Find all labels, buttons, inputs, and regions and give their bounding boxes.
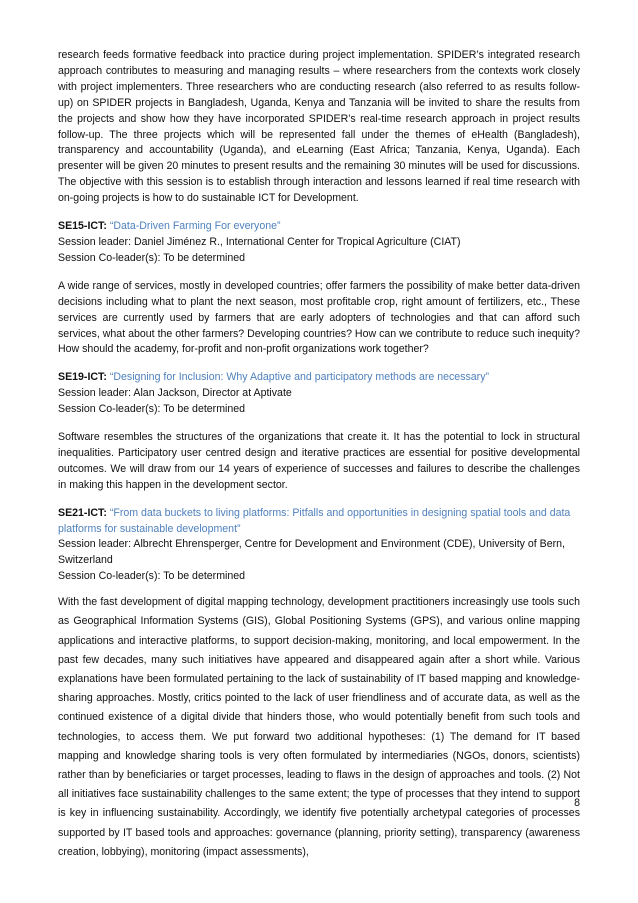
session-se19-header [58, 370, 580, 418]
session-coleader: Session Co-leader(s): To be determined [58, 403, 246, 416]
session-coleader: Session Co-leader(s): To be determined [58, 251, 246, 264]
session-description: A wide range of services, mostly in developed countries; offer farmers the possibility of make better data-driven decisions including what to plant the next season, most profitable crop, right amount of fertilizers, etc., These services are currently used by farmers that are early adopters of technologies and that can afford such services, what about the other farmers? Developing countries? How can we contribute to reduce such inequity? How should the academy, for-profit and non-profit organizations work together? [58, 279, 580, 356]
session-se15-header [58, 219, 580, 267]
session-code: SE15-ICT: [58, 220, 107, 233]
session-code: SE21-ICT: [58, 506, 107, 519]
session-leader: Session leader: Albrecht Ehrensperger, Centre for Development and Environment (CDE), University of Bern, Switzerland [58, 538, 565, 567]
session-description: With the fast development of digital mapping technology, development practitioners increasingly use tools such as Geographical Information Systems (GIS), Global Positioning Systems (GPS), and various online mapping applications and interactive platforms, to support decision-making, monitoring, and local empowerment. In the past few decades, many such initiatives have appeared and disappeared again after a short while. Various explanations have been formulated pertaining to the lack of sustainability of IT based mapping and knowledge-sharing approaches. Mostly, critics pointed to the lack of user friendliness and of accurate data, as well as the continued existence of a digital divide that hinders those, who would potentially benefit from such tools and technologies, to access them. We put forward two additional hypotheses: (1) The demand for IT based mapping and knowledge sharing tools is very often formulated by intermediaries (NGOs, donors, scientists) rather than by beneficiaries or target processes, leading to flaws in the design of approaches and tools. (2) Not all initiatives face sustainability challenges to the same extent; the type of processes that they intend to support is key in influencing sustainability. Accordingly, we identify five potentially archetypal categories of processes supported by IT based tools and approaches: governance (planning, priority setting), transparency (awareness creation, lobbying), monitoring (impact assessments), [58, 596, 580, 858]
session-title: “Data-Driven Farming For everyone” [109, 220, 281, 233]
session-title: “From data buckets to living platforms: Pitfalls and opportunities in designing spatial tools and data platforms for sustainable development” [58, 506, 571, 535]
intro-paragraph: research feeds formative feedback into practice during project implementation. SPIDER’s integrated research approach contributes to measuring and managing results – where researchers from the contexts work closely with project implementers. Three researchers who are conducting research (also referred to as results follow-up) on SPIDER projects in Bangladesh, Uganda, Kenya and Tanzania will be invited to share the results from the projects and show how they have incorporated SPIDER’s real-time research approach in project results follow-up. The three projects which will be represented fall under the themes of eHealth (Bangladesh), transparency and accountability (Uganda), and eLearning (East Africa; Tanzania, Kenya, Uganda). Each presenter will be given 20 minutes to present results and the remaining 30 minutes will be used for discussions. The objective with this session is to establish through interaction and lessons learned if real time research with on-going projects is how to do sustainable ICT for Development. [58, 49, 580, 205]
session-title: “Designing for Inclusion: Why Adaptive and participatory methods are necessary” [109, 371, 490, 384]
session-description: Software resembles the structures of the organizations that create it. It has the potential to lock in structural inequalities. Participatory user centred design and iterative practices are essential for positive developmental outcomes. We will draw from our 14 years of experience of successes and failures to describe the challenges in making this happen in the development sector. [58, 431, 580, 491]
session-se21-header [58, 506, 580, 586]
session-leader: Session leader: Alan Jackson, Director at Aptivate [58, 387, 292, 400]
page-number: 8 [574, 797, 580, 809]
document-page [58, 48, 580, 862]
session-code: SE19-ICT: [58, 371, 107, 384]
session-coleader: Session Co-leader(s): To be determined [58, 570, 246, 583]
session-leader: Session leader: Daniel Jiménez R., International Center for Tropical Agriculture (CIAT) [58, 235, 461, 248]
